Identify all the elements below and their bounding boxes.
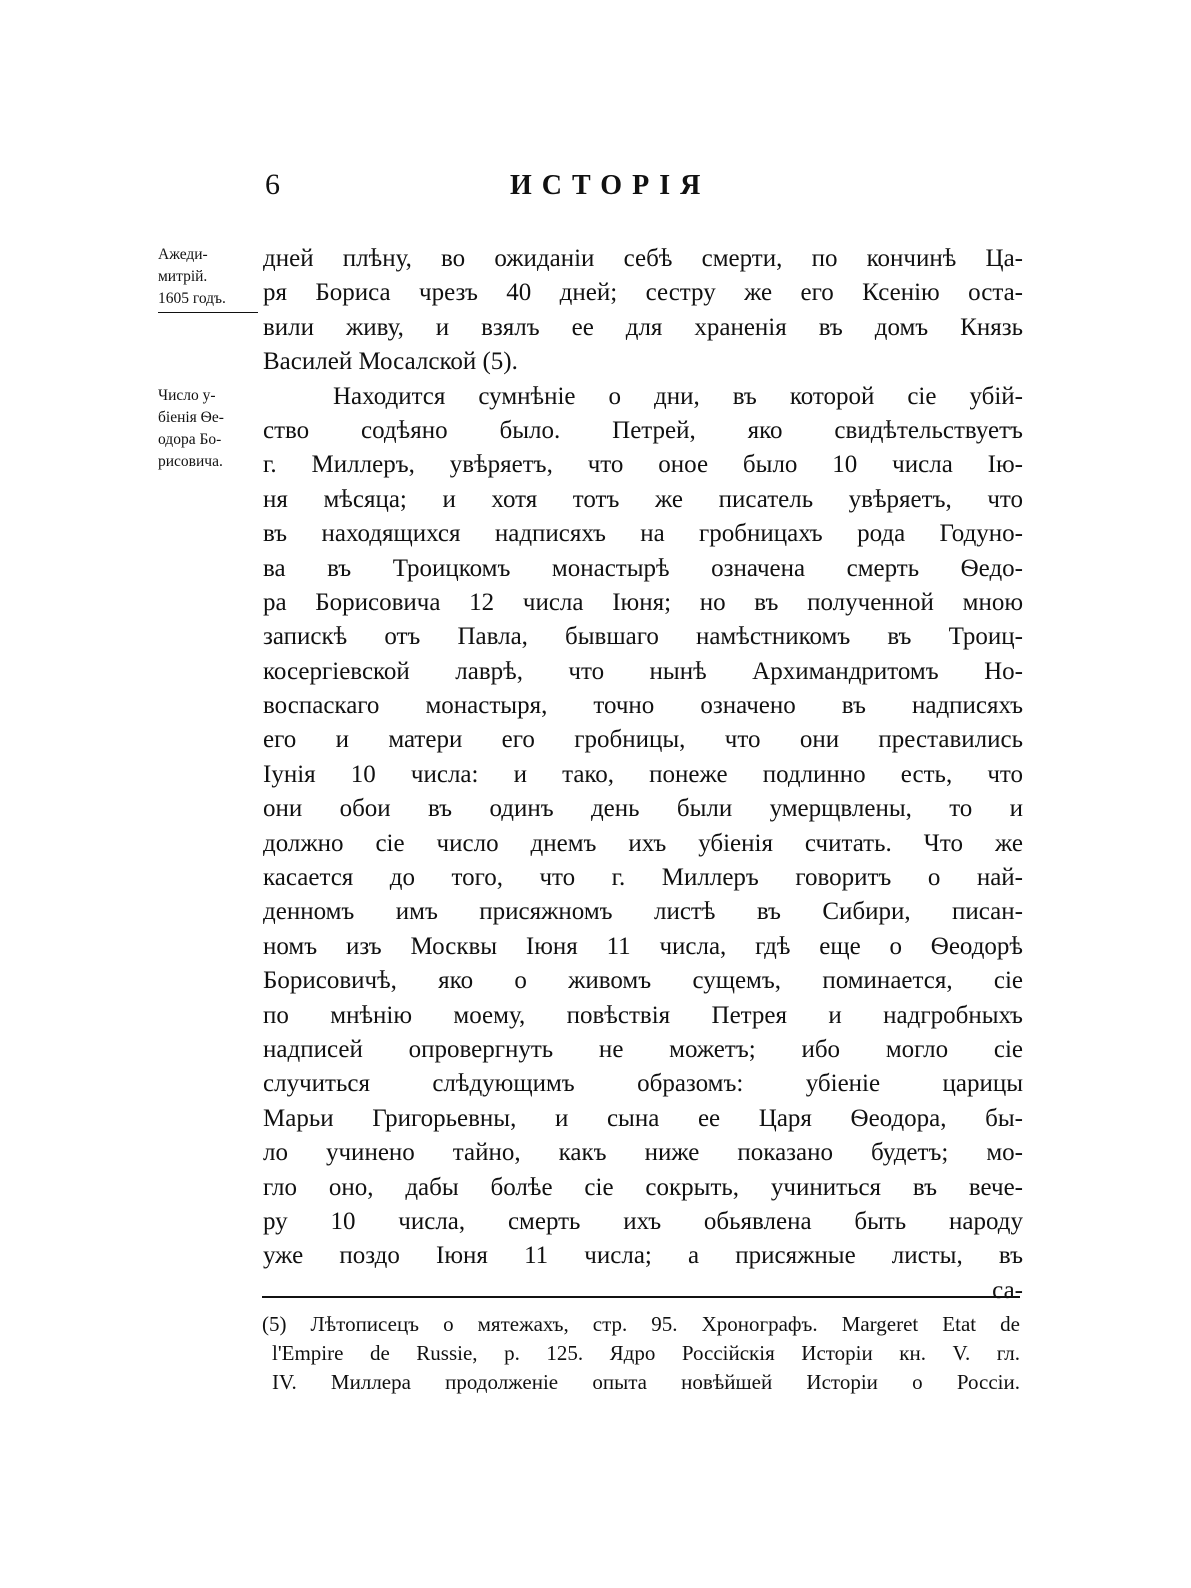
- margin-note-line: біенія Ѳе-: [158, 409, 224, 426]
- text-line: ство содѣяно было. Петрей, яко свидѣтельствуетъ: [263, 416, 1023, 444]
- footnote-line: IV. Миллера продолженіе опыта новѣйшей Исторіи о Россіи.: [272, 1370, 1020, 1394]
- text-line: г. Миллеръ, увѣряетъ, что оное было 10 числа Ію-: [263, 451, 1023, 479]
- text-line: по мнѣнію моему, повѣствія Петрея и надгробныхъ: [263, 1001, 1023, 1029]
- text-line: уже поздо Іюня 11 числа; а присяжные листы, въ: [263, 1242, 1023, 1270]
- margin-note-line: 1605 годъ.: [158, 290, 226, 307]
- text-line: денномъ имъ присяжномъ листѣ въ Сибири, писан-: [263, 898, 1023, 926]
- footnote: [262, 1310, 1020, 1397]
- page-number: 6: [265, 168, 280, 201]
- footnote-line: (5) Лѣтописецъ о мятежахъ, стр. 95. Хронографъ. Margeret Etat de: [262, 1312, 1020, 1336]
- text-line: Василей Мосалской (5).: [263, 348, 518, 376]
- text-line: Марьи Григорьевны, и сына ее Царя Ѳеодора, бы-: [263, 1104, 1023, 1132]
- text-line: косергіевской лаврѣ, что нынѣ Архимандритомъ Но-: [263, 657, 1023, 685]
- footnote-divider: [262, 1296, 1020, 1298]
- running-head: [265, 168, 1025, 212]
- text-line: должно сіе число днемъ ихъ убіенія считать. Что же: [263, 829, 1023, 857]
- text-line: ра Борисовича 12 числа Іюня; но въ полученной мною: [263, 588, 1023, 616]
- text-line: Борисовичѣ, яко о живомъ сущемъ, поминается, сіе: [263, 967, 1023, 995]
- margin-note-line: одора Бо-: [158, 431, 222, 448]
- text-line: гло оно, дабы болѣе сіе сокрыть, учиниться въ вече-: [263, 1173, 1023, 1201]
- text-line: ря Бориса чрезъ 40 дней; сестру же его Ксенію оста-: [263, 279, 1023, 307]
- text-line: надписей опровергнуть не можетъ; ибо могло сіе: [263, 1035, 1023, 1063]
- text-line: Іунія 10 числа: и тако, понеже подлинно есть, что: [263, 760, 1023, 788]
- text-line: касается до того, что г. Миллеръ говоритъ о най-: [263, 864, 1023, 892]
- margin-note-date: [158, 385, 268, 473]
- margin-note-line: Ажеди-: [158, 246, 208, 263]
- text-line: случиться слѣдующимъ образомъ: убіеніе царицы: [263, 1070, 1023, 1098]
- text-line: номъ изъ Москвы Іюня 11 числа, гдѣ еще о Ѳеодорѣ: [263, 932, 1023, 960]
- text-line: ру 10 числа, смерть ихъ обьявлена быть народу: [263, 1207, 1023, 1235]
- text-line: въ находящихся надписяхъ на гробницахъ рода Годуно-: [263, 520, 1023, 548]
- margin-note-line: рисовича.: [158, 453, 223, 470]
- text-line: его и матери его гробницы, что они преставились: [263, 726, 1023, 754]
- text-line: запискѣ отъ Павла, бывшаго намѣстникомъ въ Троиц-: [263, 623, 1023, 651]
- body-text: [263, 242, 1023, 1308]
- text-line: ло учинено тайно, какъ ниже показано будетъ; мо-: [263, 1139, 1023, 1167]
- running-title: ИСТОРІЯ: [510, 170, 711, 201]
- margin-note-year: [158, 244, 268, 313]
- text-line: дней плѣну, во ожиданіи себѣ смерти, по кончинѣ Ца-: [263, 245, 1023, 272]
- text-line: Находится сумнѣніе о дни, въ которой сіе убій-: [333, 382, 1023, 410]
- text-line: вили живу, и взялъ ее для храненія въ домъ Князь: [263, 313, 1023, 341]
- margin-note-line: Число у-: [158, 387, 216, 404]
- text-line: воспаскаго монастыря, точно означено въ надписяхъ: [263, 692, 1023, 720]
- text-line: ня мѣсяца; и хотя тотъ же писатель увѣряетъ, что: [263, 485, 1023, 513]
- text-line: они обои въ одинъ день были умерщвлены, то и: [263, 795, 1023, 823]
- catchword: са-: [992, 1276, 1023, 1304]
- margin-note-line: митрій.: [158, 268, 208, 285]
- margin-note-rule: [158, 312, 258, 313]
- footnote-line: l'Empire de Russie, p. 125. Ядро Россійскія Исторіи кн. V. гл.: [272, 1341, 1020, 1365]
- text-line: ва въ Троицкомъ монастырѣ означена смерть Ѳедо-: [263, 554, 1023, 582]
